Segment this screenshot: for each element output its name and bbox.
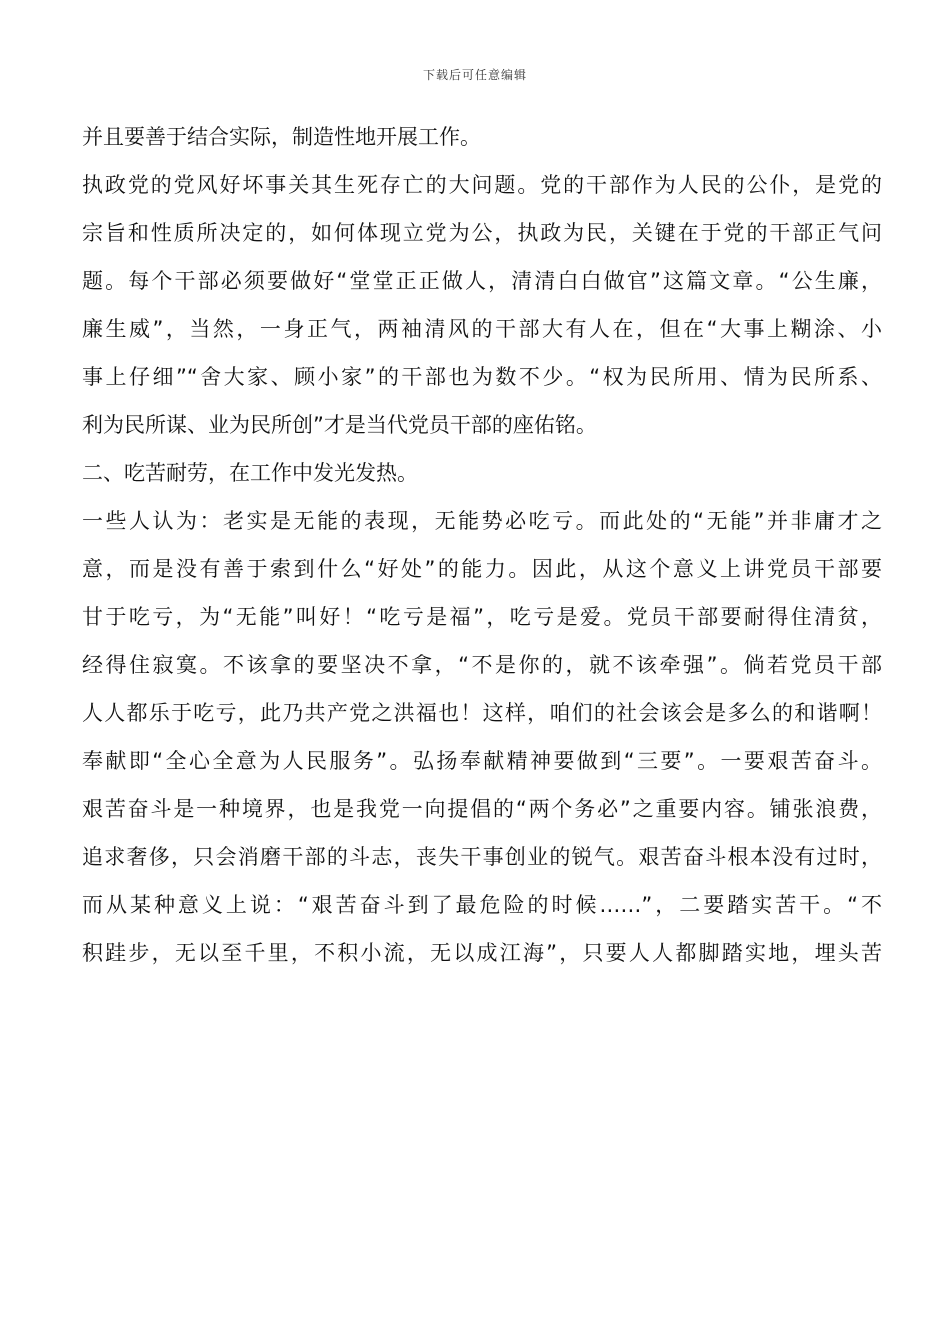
page-header-note: 下载后可任意编辑 bbox=[422, 68, 527, 82]
text-line: 事上仔细”“舍大家、顾小家”的干部也为数不少。“权为民所用、情为民所系、 bbox=[82, 365, 882, 389]
text-line: 宗旨和性质所决定的，如何体现立党为公，执政为民，关键在于党的干部正气问 bbox=[82, 221, 882, 245]
text-line: 甘于吃亏，为“无能”叫好！“吃亏是福”，吃亏是爱。党员干部要耐得住清贫， bbox=[82, 605, 882, 629]
document-body bbox=[82, 113, 882, 977]
text-line: 利为民所谋、业为民所创”才是当代党员干部的座佑铭。 bbox=[82, 413, 597, 437]
text-line: 奉献即“全心全意为人民服务”。弘扬奉献精神要做到“三要”。一要艰苦奋斗。 bbox=[82, 749, 882, 773]
section-heading: 二、吃苦耐劳，在工作中发光发热。 bbox=[82, 461, 418, 485]
text-line: 并且要善于结合实际，制造性地开展工作。 bbox=[82, 125, 481, 149]
text-line: 积跬步，无以至千里，不积小流，无以成江海”，只要人人都脚踏实地，埋头苦 bbox=[82, 941, 882, 965]
text-line: 经得住寂寞。不该拿的要坚决不拿，“不是你的，就不该牵强”。倘若党员干部 bbox=[82, 653, 882, 677]
text-line: 人人都乐于吃亏，此乃共产党之洪福也！这样，咱们的社会该会是多么的和谐啊！ bbox=[82, 701, 882, 725]
text-line: 一些人认为：老实是无能的表现，无能势必吃亏。而此处的“无能”并非庸才之 bbox=[82, 509, 882, 533]
text-line: 廉生威”，当然，一身正气，两袖清风的干部大有人在，但在“大事上糊涂、小 bbox=[82, 317, 882, 341]
text-line: 而从某种意义上说：“艰苦奋斗到了最危险的时候……”，二要踏实苦干。“不 bbox=[82, 893, 882, 917]
text-line: 意，而是没有善于索到什么“好处”的能力。因此，从这个意义上讲党员干部要 bbox=[82, 557, 882, 581]
text-line: 艰苦奋斗是一种境界，也是我党一向提倡的“两个务必”之重要内容。铺张浪费， bbox=[82, 797, 882, 821]
text-line: 执政党的党风好坏事关其生死存亡的大问题。党的干部作为人民的公仆，是党的 bbox=[82, 173, 882, 197]
text-line: 题。每个干部必须要做好“堂堂正正做人，清清白白做官”这篇文章。“公生廉， bbox=[82, 269, 882, 293]
text-line: 追求奢侈，只会消磨干部的斗志，丧失干事创业的锐气。艰苦奋斗根本没有过时， bbox=[82, 845, 882, 869]
